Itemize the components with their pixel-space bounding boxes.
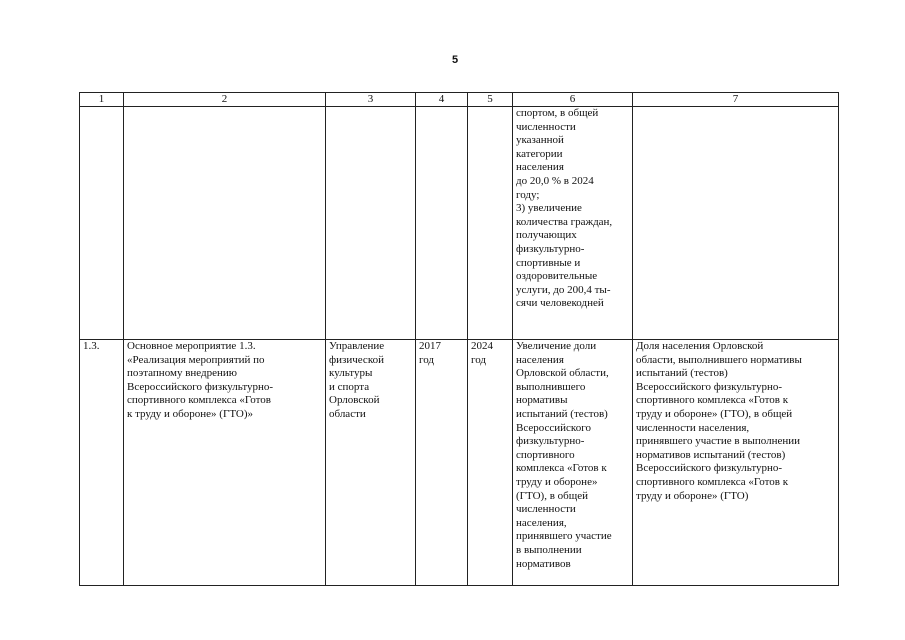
column-header-5: 5	[468, 93, 513, 107]
measures-table	[79, 92, 839, 586]
cell-measure: Основное мероприятие 1.3. «Реализация мероприятий по поэтапному внедрению Всероссийского физкультурно- спортивного комплекса «Готов к труду и обороне» (ГТО)»	[124, 340, 326, 586]
cell-executor: Управление физической культуры и спорта Орловской области	[326, 340, 416, 586]
cell-executor	[326, 107, 416, 340]
cell-indicator: Доля населения Орловской области, выполнившего нормативы испытаний (тестов) Всероссийского физкультурно- спортивного комплекса «Готов к труду и обороне» (ГТО), в общей численности населения, принявшего участие в выполнении нормативов испытаний (тестов) Всероссийского физкультурно- спортивного комплекса «Готов к труду и обороне» (ГТО)	[633, 340, 839, 586]
cell-indicator	[633, 107, 839, 340]
column-header-3: 3	[326, 93, 416, 107]
cell-start-year	[416, 107, 468, 340]
cell-end-year	[468, 107, 513, 340]
column-header-6: 6	[513, 93, 633, 107]
cell-expected-result: спортом, в общей численности указанной категории населения до 20,0 % в 2024 году; 3) увеличение количества граждан, получающих физкультурно- спортивные и оздоровительные услуги, до 200,4 ты- сячи человекодней	[513, 107, 633, 340]
page-number: 5	[452, 54, 459, 66]
column-header-7: 7	[633, 93, 839, 107]
cell-number: 1.3.	[80, 340, 124, 586]
cell-start-year: 2017 год	[416, 340, 468, 586]
column-header-4: 4	[416, 93, 468, 107]
table-row-continued	[80, 107, 839, 340]
column-header-1: 1	[80, 93, 124, 107]
cell-expected-result: Увеличение доли населения Орловской области, выполнившего нормативы испытаний (тестов) Всероссийского физкультурно- спортивного комплекса «Готов к труду и обороне» (ГТО), в общей численности населения, принявшего участие в выполнении нормативов	[513, 340, 633, 586]
column-header-2: 2	[124, 93, 326, 107]
table-row-1-3	[80, 340, 839, 586]
cell-measure	[124, 107, 326, 340]
cell-end-year: 2024 год	[468, 340, 513, 586]
cell-number	[80, 107, 124, 340]
header-row	[80, 93, 839, 107]
